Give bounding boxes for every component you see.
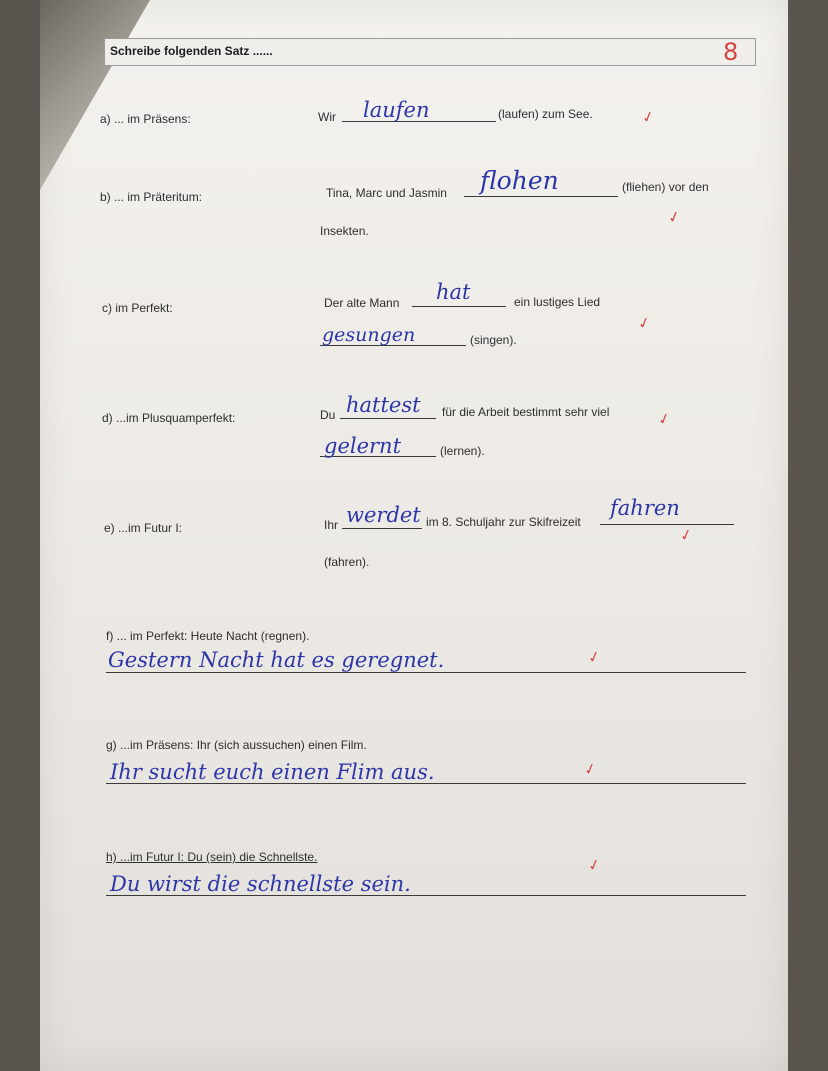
item-b-label: b) ... im Präteritum: <box>100 190 203 204</box>
check-mark-h: ✓ <box>586 855 603 876</box>
item-b-post: (fliehen) vor den <box>622 180 709 194</box>
score: 8 <box>723 38 739 66</box>
item-b-line2: Insekten. <box>320 224 369 238</box>
item-c-post: (singen). <box>470 333 517 347</box>
item-c-answer1: hat <box>436 280 471 304</box>
item-c-pre: Der alte Mann <box>324 296 400 310</box>
item-d-answer1: hattest <box>346 393 421 417</box>
item-e-label: e) ...im Futur I: <box>104 521 183 535</box>
item-g-answer: Ihr sucht euch einen Flim aus. <box>110 760 435 784</box>
worksheet-page <box>40 0 788 1071</box>
item-b-blank <box>464 196 618 197</box>
item-h-label: h) ...im Futur I: Du (sein) die Schnellste. <box>106 850 318 864</box>
item-d-label: d) ...im Plusquamperfekt: <box>102 411 236 425</box>
check-mark-g: ✓ <box>582 759 599 780</box>
item-b-pre: Tina, Marc und Jasmin <box>326 186 447 200</box>
item-h-answer: Du wirst die schnellste sein. <box>110 872 411 896</box>
item-e-line2: (fahren). <box>324 555 370 569</box>
item-d-answer2: gelernt <box>324 434 402 458</box>
item-b-answer: flohen <box>480 166 559 195</box>
check-mark-d: ✓ <box>656 409 673 430</box>
page-curl <box>40 0 150 190</box>
check-mark-a: ✓ <box>640 107 657 128</box>
check-mark-c: ✓ <box>636 313 653 334</box>
item-d-blank1 <box>340 418 436 419</box>
item-e-mid: im 8. Schuljahr zur Skifreizeit <box>426 515 581 529</box>
item-a-label: a) ... im Präsens: <box>100 112 191 126</box>
item-e-blank2 <box>600 524 734 525</box>
check-mark-b: ✓ <box>666 207 683 228</box>
item-f-label: f) ... im Perfekt: Heute Nacht (regnen). <box>106 629 310 643</box>
item-a-post: (laufen) zum See. <box>498 107 593 121</box>
item-e-blank1 <box>342 528 422 529</box>
item-a-pre: Wir <box>318 110 336 124</box>
item-f-line <box>106 672 746 673</box>
item-c-answer2: gesungen <box>322 324 416 346</box>
item-e-answer1: werdet <box>346 503 421 527</box>
item-d-mid: für die Arbeit bestimmt sehr viel <box>442 405 610 419</box>
item-c-blank1 <box>412 306 506 307</box>
worksheet-title: Schreibe folgenden Satz ...... <box>110 44 273 58</box>
item-a-answer: laufen <box>363 98 430 122</box>
item-d-pre: Du <box>320 408 336 422</box>
item-c-label: c) im Perfekt: <box>102 301 173 315</box>
item-e-answer2: fahren <box>610 496 680 520</box>
item-c-mid: ein lustiges Lied <box>514 295 601 309</box>
item-g-label: g) ...im Präsens: Ihr (sich aussuchen) einen Film. <box>106 738 367 752</box>
item-d-post: (lernen). <box>440 444 485 458</box>
item-f-answer: Gestern Nacht hat es geregnet. <box>108 648 445 672</box>
check-mark-f: ✓ <box>586 647 603 668</box>
check-mark-e: ✓ <box>678 525 695 546</box>
item-e-pre: Ihr <box>324 518 339 532</box>
